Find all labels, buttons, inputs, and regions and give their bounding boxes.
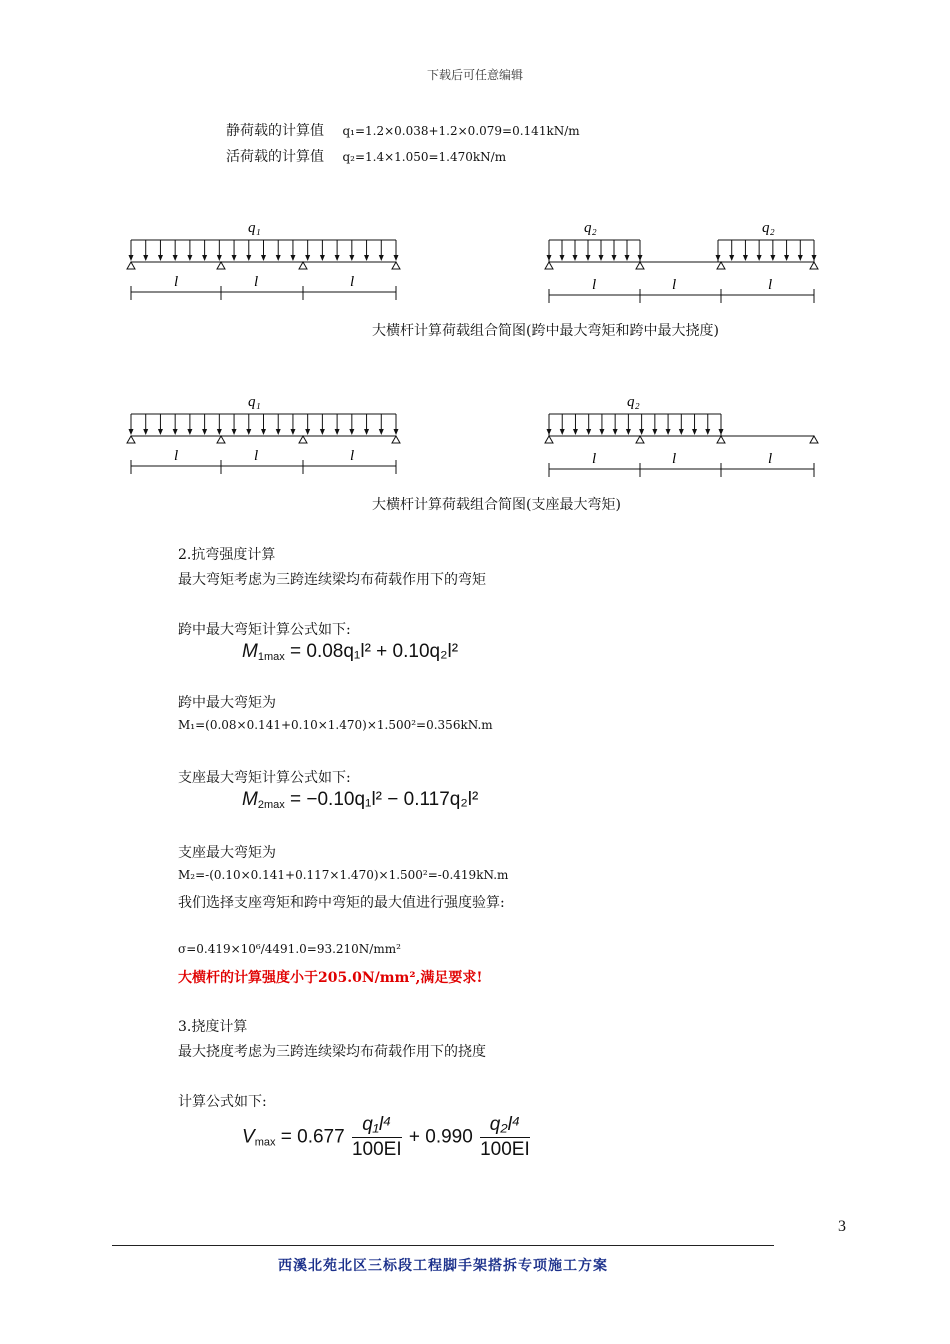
load-arrow-head <box>335 255 340 261</box>
span-label: l <box>254 448 259 464</box>
formula-eq: = 0.677 <box>280 1126 345 1148</box>
right-beam-alternate-load <box>545 240 818 303</box>
load-arrow-head <box>305 255 310 261</box>
load-arrow-head <box>625 255 630 261</box>
section-2-desc: 最大弯矩考虑为三跨连续梁均布荷载作用下的弯矩 <box>178 572 486 588</box>
load-arrow-head <box>599 429 604 435</box>
mid-moment-formula <box>242 641 458 663</box>
load-arrow-head <box>784 255 789 261</box>
load-arrow-head <box>173 429 178 435</box>
sup-result-label: 支座最大弯矩为 <box>178 845 276 861</box>
load-arrow-head <box>217 429 222 435</box>
live-load-line <box>226 146 506 166</box>
page-number: 3 <box>838 1218 846 1235</box>
section-3-title: 3.挠度计算 <box>178 1019 248 1035</box>
q1-label: q₁ <box>248 394 261 410</box>
load-arrows <box>129 240 399 261</box>
mid-formula-label: 跨中最大弯矩计算公式如下: <box>178 622 351 638</box>
load-arrow-head <box>798 255 803 261</box>
formula-rhs: = 0.08q₁l² + 0.10q₂l² <box>290 641 459 662</box>
load-arrow-head <box>305 429 310 435</box>
load-arrow-head <box>276 429 281 435</box>
load-arrow-head <box>290 429 295 435</box>
load-arrow-head <box>232 255 237 261</box>
load-arrow-head <box>217 255 222 261</box>
live-load-value: q₂=1.4×1.050=1.470kN/m <box>342 150 507 164</box>
mid-result: M₁=(0.08×0.141+0.10×1.470)×1.500²=0.356kN.m <box>178 718 493 732</box>
static-load-line <box>226 120 580 140</box>
strength-conclusion: 大横杆的计算强度小于205.0N/mm²,满足要求! <box>178 970 483 986</box>
sup-formula-label: 支座最大弯矩计算公式如下: <box>178 770 351 786</box>
beam-diagram-row-2 <box>0 374 950 486</box>
footer-title: 西溪北苑北区三标段工程脚手架搭拆专项施工方案 <box>278 1258 608 1274</box>
load-arrow-head <box>364 429 369 435</box>
load-arrow-head <box>705 429 710 435</box>
load-arrow-head <box>173 255 178 261</box>
load-arrow-head <box>143 255 148 261</box>
check-text: 我们选择支座弯矩和跨中弯矩的最大值进行强度验算: <box>178 895 505 911</box>
load-arrow-head <box>573 255 578 261</box>
load-arrows <box>547 414 724 435</box>
formula-plus: + 0.990 <box>408 1126 473 1148</box>
load-arrow-head <box>652 429 657 435</box>
load-arrow-head <box>757 255 762 261</box>
load-arrow-head <box>679 429 684 435</box>
section-3-desc: 最大挠度考虑为三跨连续梁均布荷载作用下的挠度 <box>178 1044 486 1060</box>
load-arrow-head <box>129 429 134 435</box>
load-arrow-head <box>573 429 578 435</box>
deflection-formula <box>242 1114 532 1161</box>
load-arrow-head <box>613 429 618 435</box>
load-arrow-head <box>143 429 148 435</box>
load-arrow-head <box>666 429 671 435</box>
span-label: l <box>592 277 597 293</box>
span-label: l <box>672 451 677 467</box>
diagram-caption-1: 大横杆计算荷载组合简图(跨中最大弯矩和跨中最大挠度) <box>372 323 719 339</box>
load-arrow-head <box>349 255 354 261</box>
load-arrow-head <box>158 429 163 435</box>
q2-label: q₂ <box>627 394 640 410</box>
load-arrow-head <box>187 429 192 435</box>
load-arrow-head <box>158 255 163 261</box>
load-arrow-head <box>626 429 631 435</box>
load-arrow-head <box>379 255 384 261</box>
load-arrow-head <box>560 429 565 435</box>
formula-rhs: = −0.10q₁l² − 0.117q₂l² <box>290 789 479 810</box>
static-load-label: 静荷载的计算值 <box>226 123 324 139</box>
formula-lhs: V <box>242 1126 255 1148</box>
fraction-1 <box>352 1114 402 1161</box>
load-arrow-head <box>586 255 591 261</box>
load-arrows <box>716 240 817 261</box>
q1-label: q₁ <box>248 220 261 236</box>
span-label: l <box>350 448 355 464</box>
footer-divider <box>112 1245 774 1246</box>
load-arrows <box>547 240 643 261</box>
formula-lhs: M <box>242 641 258 662</box>
load-arrow-head <box>719 429 724 435</box>
load-arrow-head <box>394 255 399 261</box>
load-arrow-head <box>320 429 325 435</box>
formula-sub: 2max <box>257 799 285 811</box>
load-arrow-head <box>638 255 643 261</box>
mid-result-label: 跨中最大弯矩为 <box>178 695 276 711</box>
fraction-2 <box>480 1114 530 1161</box>
page-header: 下载后可任意编辑 <box>426 68 523 82</box>
load-arrow-head <box>599 255 604 261</box>
span-label: l <box>350 274 355 290</box>
q2-label: q₂ <box>584 220 597 236</box>
load-arrow-head <box>246 429 251 435</box>
load-arrow-head <box>612 255 617 261</box>
load-arrow-head <box>560 255 565 261</box>
fraction-denominator: 100EI <box>480 1139 530 1160</box>
load-arrow-head <box>394 429 399 435</box>
load-arrow-head <box>335 429 340 435</box>
span-label: l <box>254 274 259 290</box>
load-arrow-head <box>261 255 266 261</box>
fraction-numerator: q₂l⁴ <box>480 1114 530 1138</box>
span-label: l <box>672 277 677 293</box>
load-arrow-head <box>716 255 721 261</box>
span-label: l <box>768 451 773 467</box>
load-arrows <box>129 414 399 435</box>
load-arrow-head <box>812 255 817 261</box>
diagram-caption-2: 大横杆计算荷载组合简图(支座最大弯矩) <box>372 497 621 513</box>
load-arrow-head <box>187 255 192 261</box>
load-arrow-head <box>349 429 354 435</box>
load-arrow-head <box>364 255 369 261</box>
deflection-formula-label: 计算公式如下: <box>178 1094 267 1110</box>
sigma-result: σ=0.419×10⁶/4491.0=93.210N/mm² <box>178 942 401 956</box>
load-arrow-head <box>770 255 775 261</box>
load-arrow-head <box>129 255 134 261</box>
fraction-numerator: q₁l⁴ <box>352 1114 402 1138</box>
load-arrow-head <box>261 429 266 435</box>
load-arrow-head <box>729 255 734 261</box>
static-load-value: q₁=1.2×0.038+1.2×0.079=0.141kN/m <box>342 124 580 138</box>
load-arrow-head <box>743 255 748 261</box>
load-arrow-head <box>246 255 251 261</box>
formula-sub: max <box>254 1136 276 1149</box>
formula-lhs: M <box>242 789 258 810</box>
live-load-label: 活荷载的计算值 <box>226 149 324 165</box>
load-arrow-head <box>547 429 552 435</box>
sup-result: M₂=-(0.10×0.141+0.117×1.470)×1.500²=-0.419kN.m <box>178 868 509 882</box>
span-label: l <box>174 274 179 290</box>
load-arrow-head <box>320 255 325 261</box>
load-arrow-head <box>692 429 697 435</box>
load-arrow-head <box>586 429 591 435</box>
formula-sub: 1max <box>257 651 285 663</box>
load-arrow-head <box>202 429 207 435</box>
load-arrow-head <box>547 255 552 261</box>
span-label: l <box>592 451 597 467</box>
fraction-denominator: 100EI <box>351 1139 402 1160</box>
load-arrow-head <box>202 255 207 261</box>
beam-diagram-row-1 <box>0 200 950 310</box>
support-moment-formula <box>242 789 478 811</box>
load-arrow-head <box>379 429 384 435</box>
load-arrow-head <box>232 429 237 435</box>
load-arrow-head <box>276 255 281 261</box>
span-label: l <box>174 448 179 464</box>
q2-label: q₂ <box>762 220 775 236</box>
section-2-title: 2.抗弯强度计算 <box>178 547 276 563</box>
span-label: l <box>768 277 773 293</box>
load-arrow-head <box>290 255 295 261</box>
load-arrow-head <box>639 429 644 435</box>
